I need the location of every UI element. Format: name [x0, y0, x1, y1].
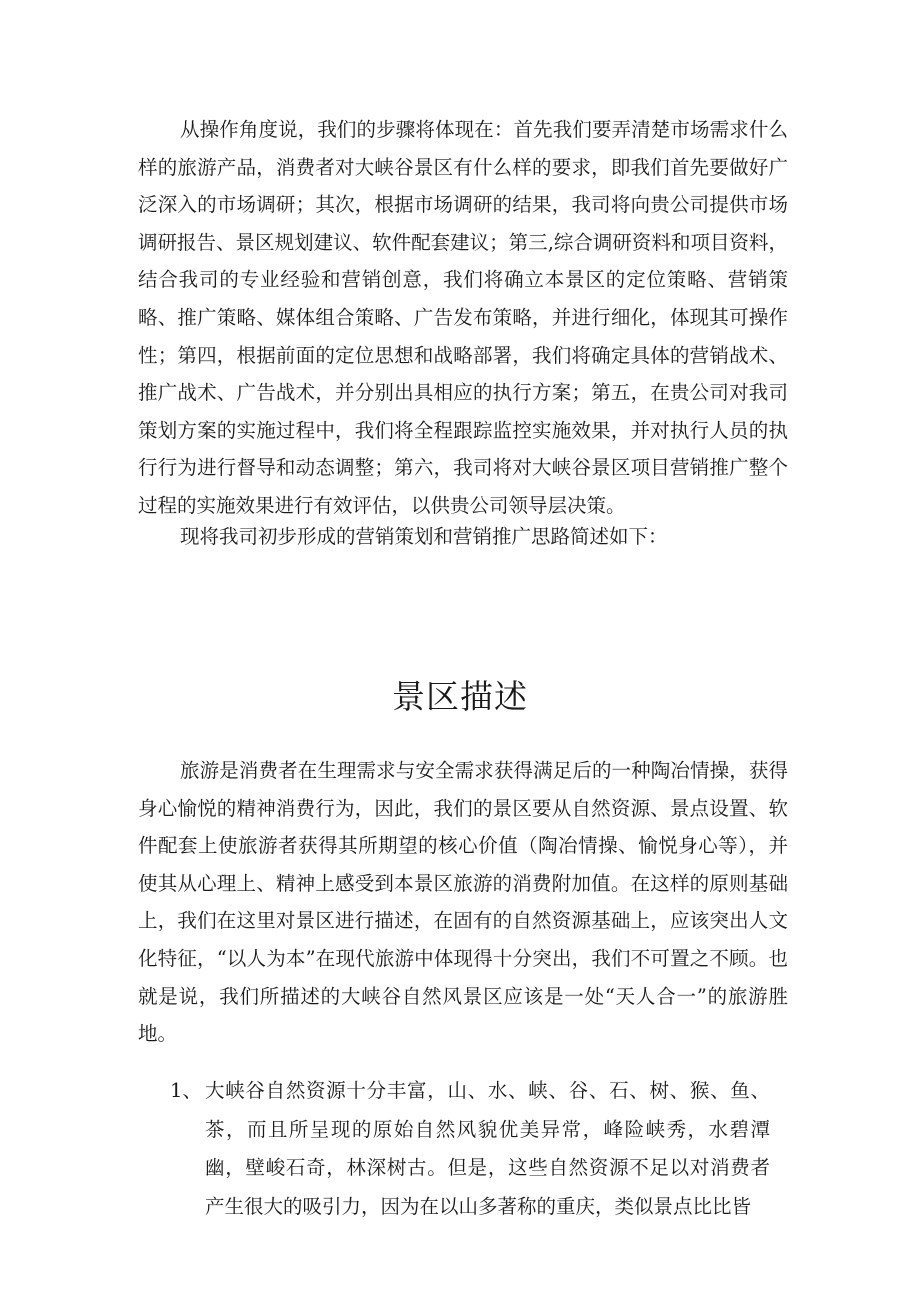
- list-item-text: 大峡谷自然资源十分丰富，山、水、峡、谷、石、树、猴、鱼、茶，而且所呈现的原始自然风貌优美异常，峰险峡秀，水碧潭幽，壁峻石奇，林深树古。但是，这些自然资源不足以对消费者产生很大的吸引力，因为在以山多著称的重庆，类似景点比比皆: [205, 1079, 770, 1218]
- body-paragraph-description: 旅游是消费者在生理需求与安全需求获得满足后的一种陶冶情操，获得身心愉悦的精神消费行为，因此，我们的景区要从自然资源、景点设置、软件配套上使旅游者获得其所期望的核心价值（陶冶情操、愉悦身心等），并使其从心理上、精神上感受到本景区旅游的消费附加值。在这样的原则基础上，我们在这里对景区进行描述，在固有的自然资源基础上，应该突出人文化特征，“以人为本”在现代旅游中体现得十分突出，我们不可置之不顾。也就是说，我们所描述的大峡谷自然风景区应该是一处“天人合一”的旅游胜地。: [138, 759, 788, 1046]
- body-paragraph-operations: 从操作角度说，我们的步骤将体现在：首先我们要弄清楚市场需求什么样的旅游产品，消费者对大峡谷景区有什么样的要求，即我们首先要做好广泛深入的市场调研；其次，根据市场调研的结果，我司将向贵公司提供市场调研报告、景区规划建议、软件配套建议；第三,综合调研资料和项目资料，结合我司的专业经验和营销创意，我们将确立本景区的定位策略、营销策略、推广策略、媒体组合策略、广告发布策略，并进行细化，体现其可操作性；第四，根据前面的定位思想和战略部署，我们将确定具体的营销战术、推广战术、广告战术，并分别出具相应的执行方案；第五，在贵公司对我司策划方案的实施过程中，我们将全程跟踪监控实施效果，并对执行人员的执行行为进行督导和动态调整；第六，我司将对大峡谷景区项目营销推广整个过程的实施效果进行有效评估，以供贵公司领导层决策。: [138, 118, 788, 517]
- body-paragraph-intro: 现将我司初步形成的营销策划和营销推广思路简述如下：: [180, 525, 668, 548]
- list-item: [170, 1072, 770, 1226]
- section-heading: 景区描述: [392, 677, 528, 716]
- list-item-number: 1、: [170, 1079, 202, 1102]
